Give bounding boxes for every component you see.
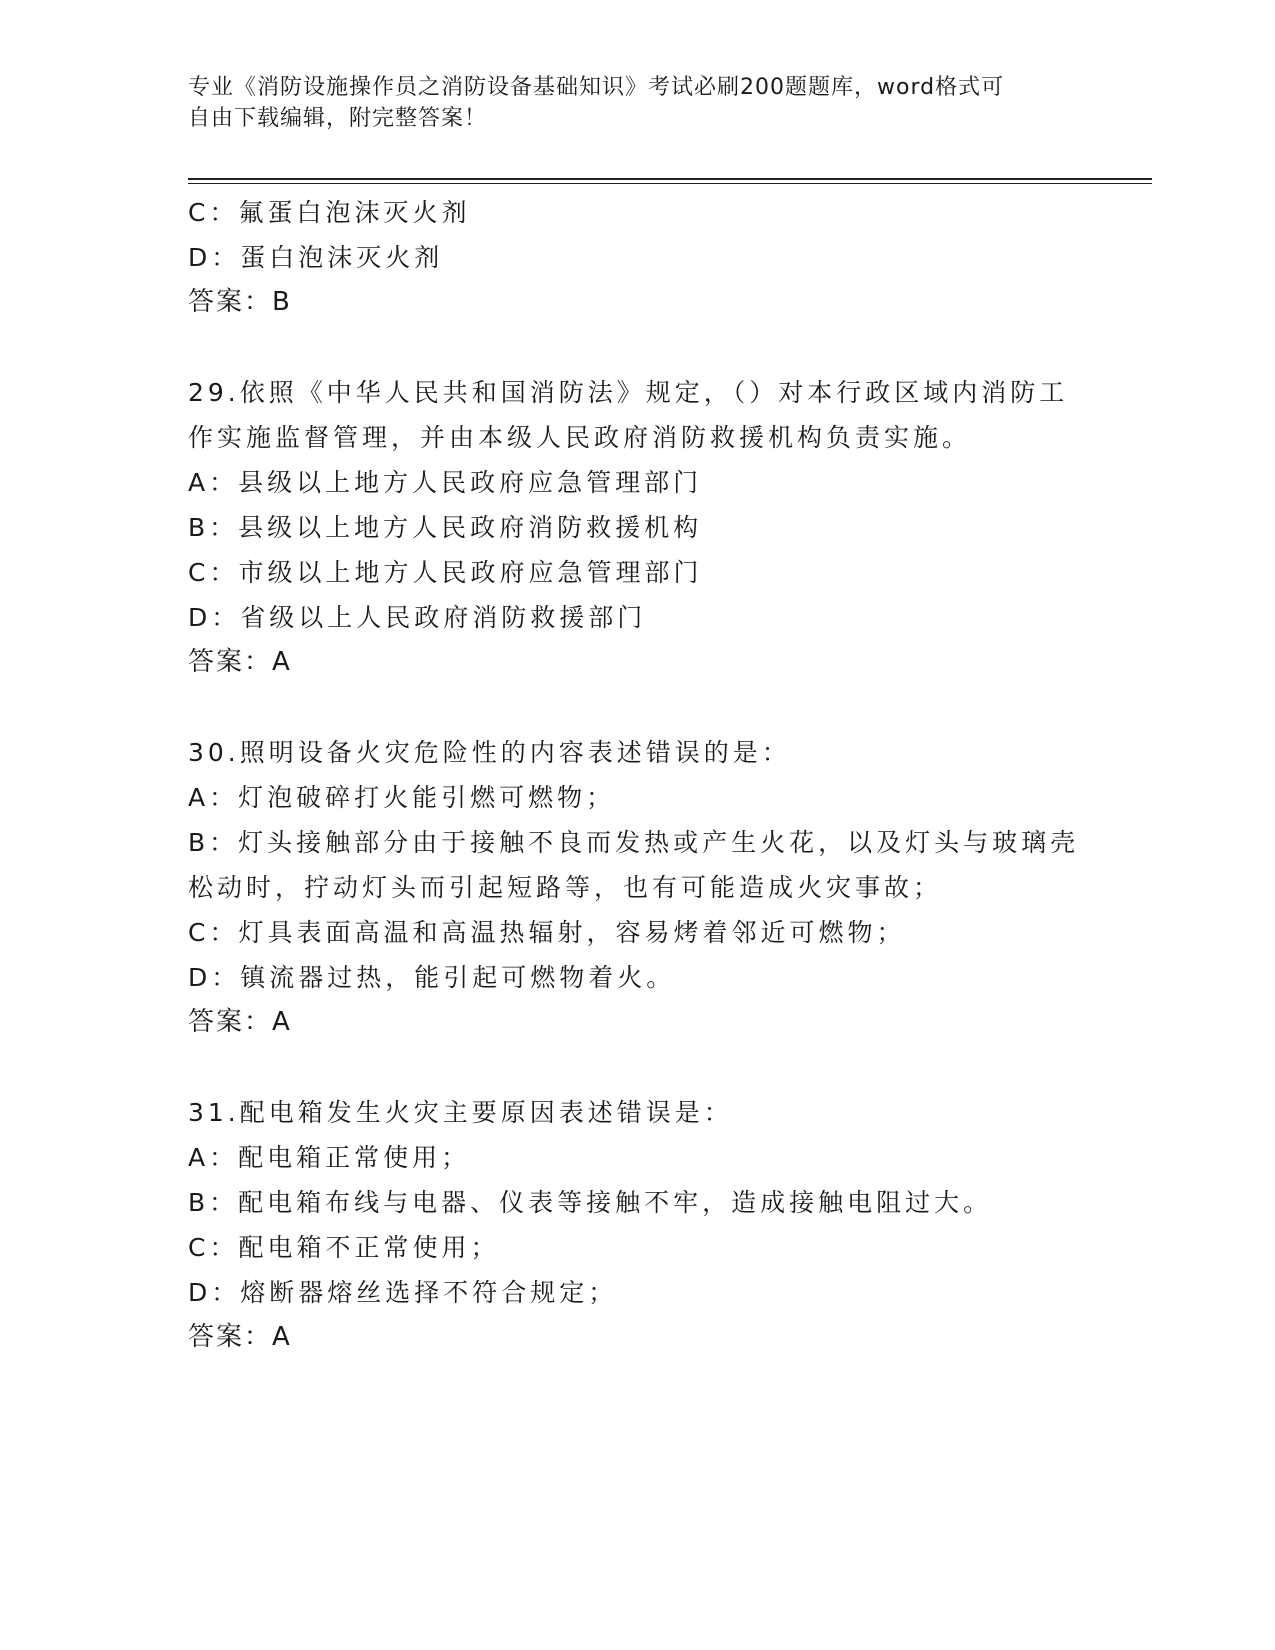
question-stem-continued: 作实施监督管理，并由本级人民政府消防救援机构负责实施。 — [188, 423, 972, 452]
header-line-1: 专业《消防设施操作员之消防设备基础知识》考试必刷200题题库，word格式可 — [188, 75, 1005, 100]
answer: 答案：A — [188, 1322, 292, 1352]
question-stem: 29.依照《中华人民共和国消防法》规定，（）对本行政区域内消防工 — [188, 378, 1069, 407]
document-header — [188, 72, 1068, 134]
question-stem: 30.照明设备火灾危险性的内容表述错误的是： — [188, 738, 791, 767]
header-divider-thick — [188, 178, 1152, 180]
question-list — [188, 190, 1088, 1360]
option-d: D：镇流器过热，能引起可燃物着火。 — [188, 963, 676, 992]
question-30 — [188, 730, 1088, 1045]
option-b: B：配电箱布线与电器、仪表等接触不牢，造成接触电阻过大。 — [188, 1188, 993, 1217]
option-d: D：蛋白泡沫灭火剂 — [188, 243, 444, 272]
option-c: C：灯具表面高温和高温热辐射，容易烤着邻近可燃物； — [188, 918, 906, 947]
spacer — [188, 685, 1088, 730]
option-c: C：市级以上地方人民政府应急管理部门 — [188, 558, 703, 587]
answer: 答案：A — [188, 647, 292, 677]
question-31 — [188, 1090, 1088, 1360]
option-b: B：县级以上地方人民政府消防救援机构 — [188, 513, 703, 542]
header-line-2: 自由下载编辑，附完整答案！ — [188, 106, 488, 131]
option-b: B：灯头接触部分由于接触不良而发热或产生火花，以及灯头与玻璃壳 — [188, 828, 1080, 857]
option-c: C：氟蛋白泡沫灭火剂 — [188, 198, 471, 227]
question-stem: 31.配电箱发生火灾主要原因表述错误是： — [188, 1098, 733, 1127]
spacer — [188, 1045, 1088, 1090]
option-a: A：灯泡破碎打火能引燃可燃物； — [188, 783, 616, 812]
spacer — [188, 325, 1088, 370]
header-divider-thin — [188, 183, 1152, 184]
option-b-continued: 松动时，拧动灯头而引起短路等，也有可能造成火灾事故； — [188, 873, 943, 902]
answer: 答案：B — [188, 287, 292, 317]
question-29 — [188, 370, 1088, 685]
option-a: A：配电箱正常使用； — [188, 1143, 471, 1172]
answer: 答案：A — [188, 1007, 292, 1037]
option-d: D：省级以上人民政府消防救援部门 — [188, 603, 647, 632]
option-c: C：配电箱不正常使用； — [188, 1233, 500, 1262]
option-d: D：熔断器熔丝选择不符合规定； — [188, 1278, 618, 1307]
question-28 — [188, 190, 1088, 325]
option-a: A：县级以上地方人民政府应急管理部门 — [188, 468, 703, 497]
